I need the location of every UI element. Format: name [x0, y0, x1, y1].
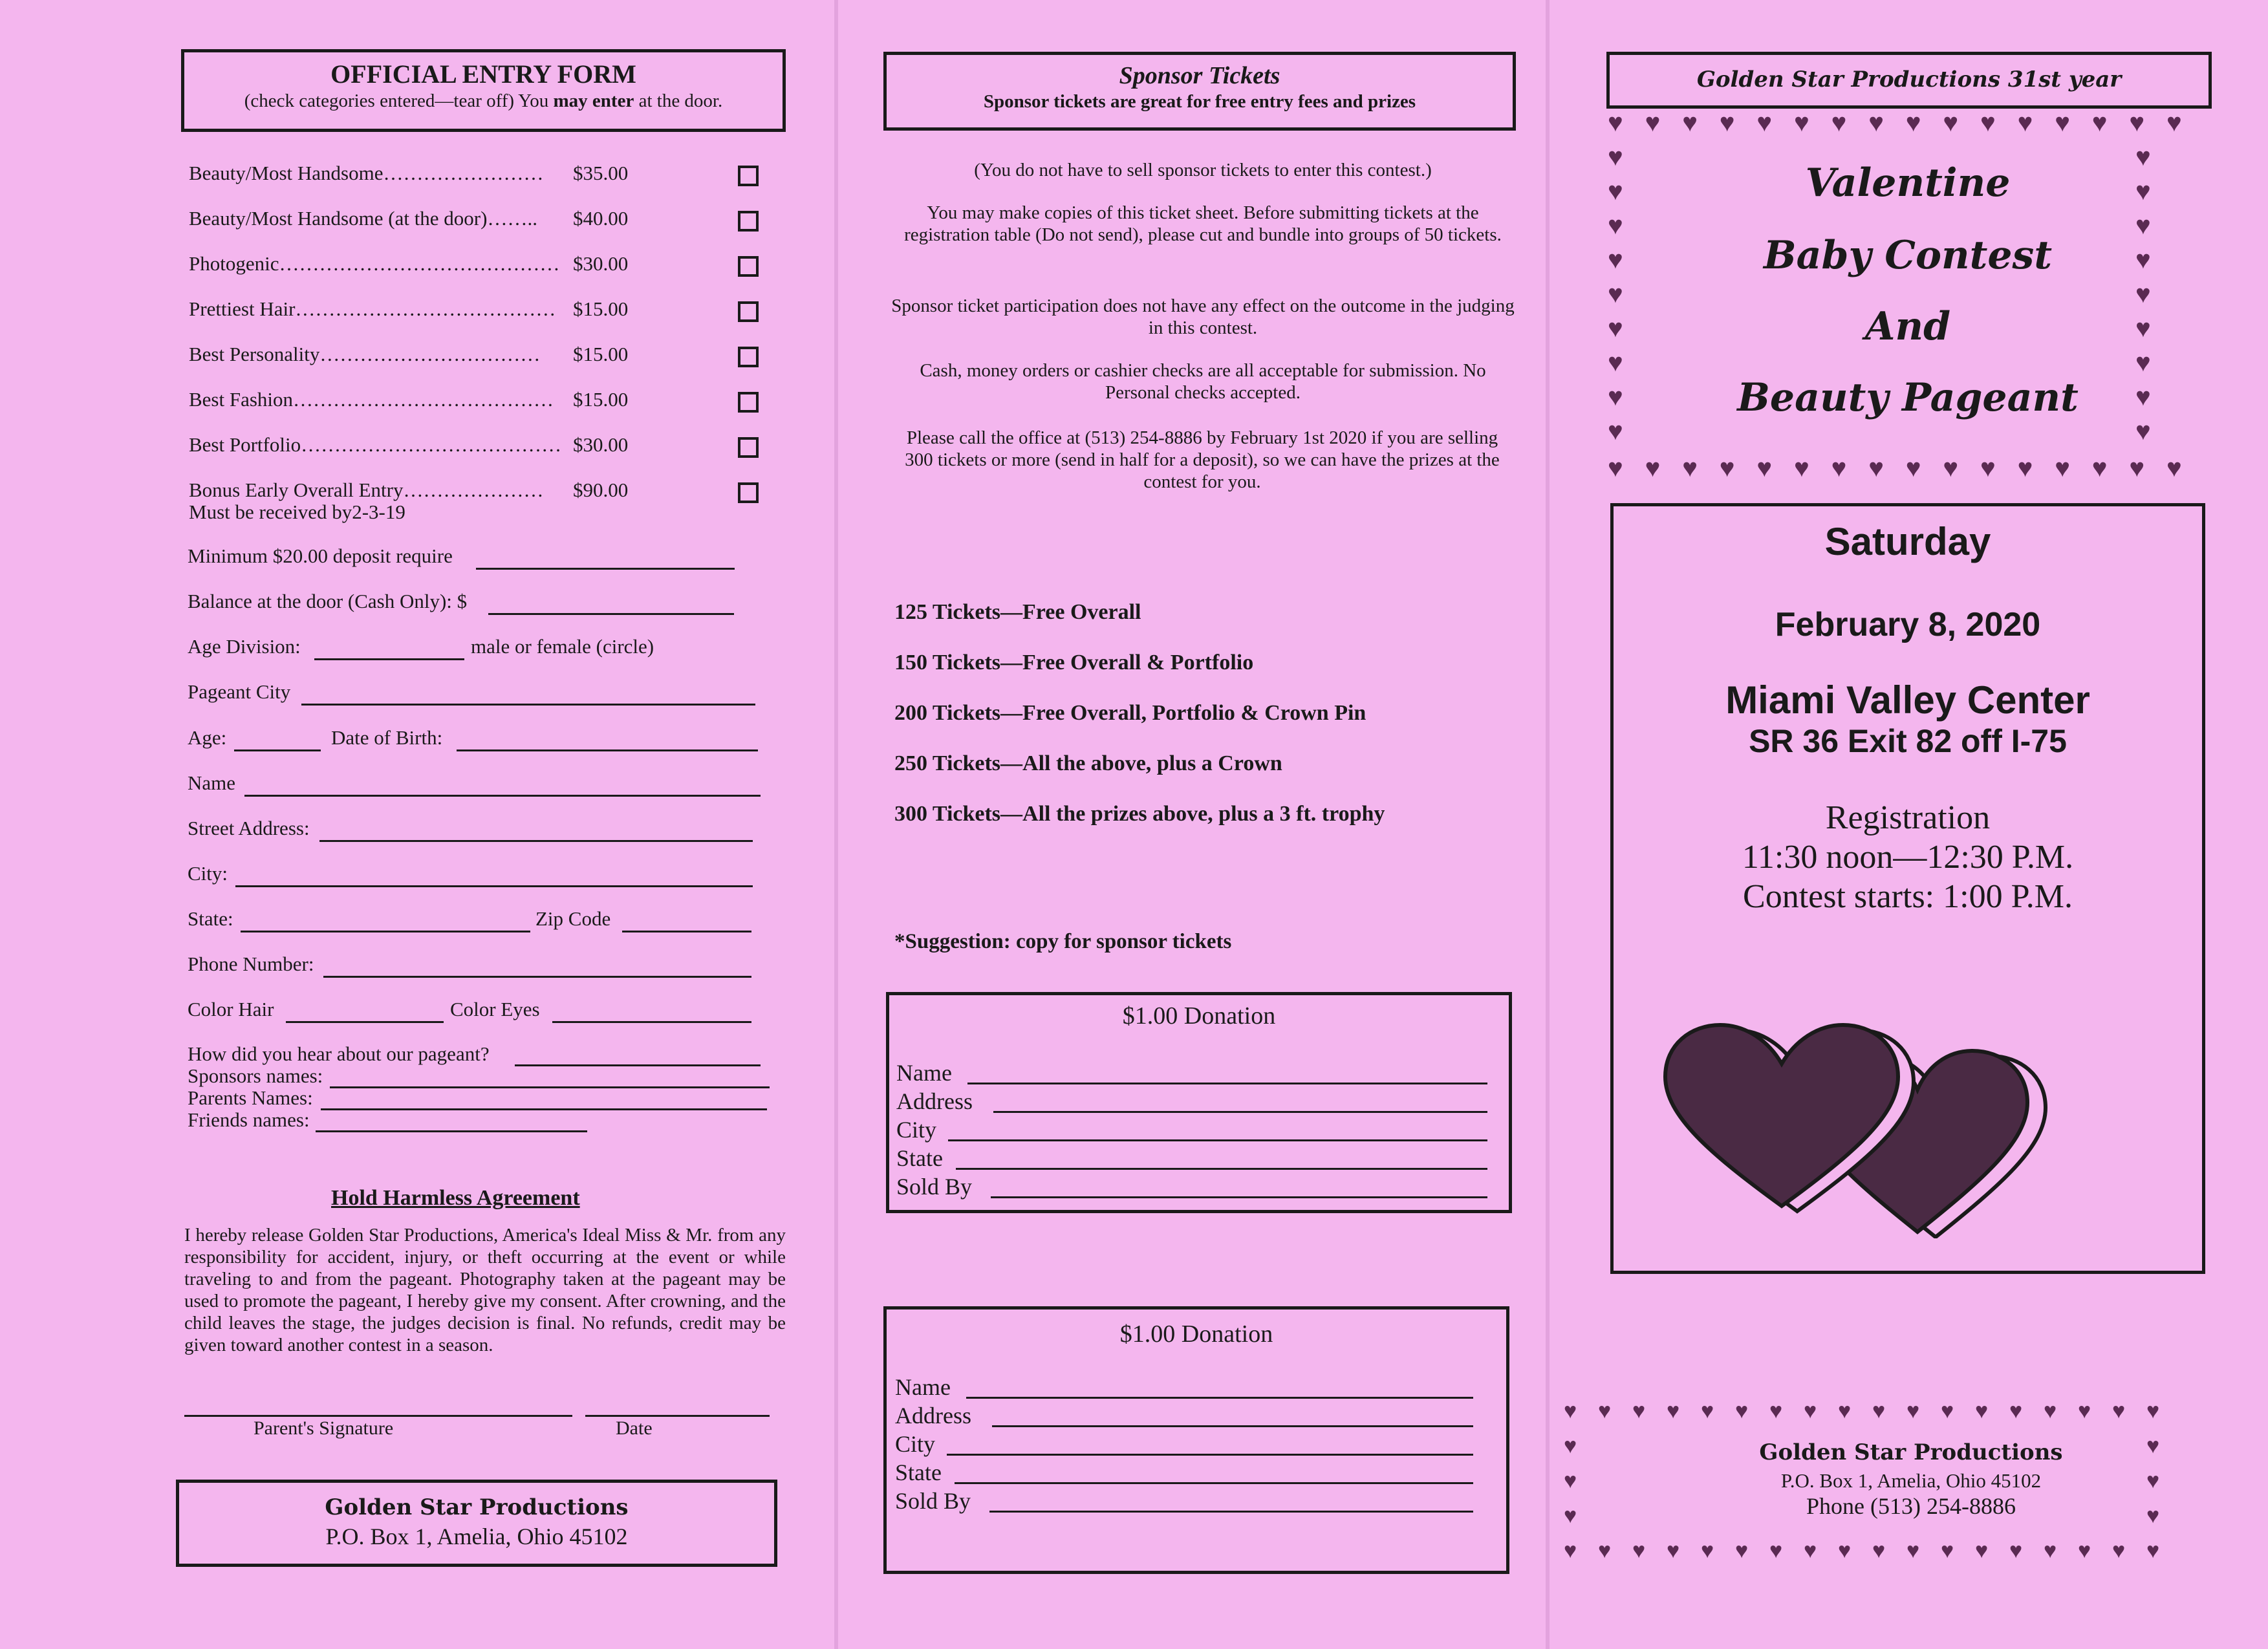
category-row — [189, 388, 629, 411]
heart-icon: ♥ — [2146, 1469, 2160, 1493]
entry-form-footer-box — [176, 1480, 777, 1567]
donation-field-label: Address — [895, 1403, 971, 1428]
heart-icon: ♥ — [1608, 142, 1623, 171]
sponsor-paragraph-2: You may make copies of this ticket sheet. Before submitting tickets at the registration table (Do not send), please cut and bundle into groups of 50 tickets. — [904, 202, 1502, 245]
heart-icon: ♥ — [1608, 177, 1623, 206]
ticket-tier: 250 Tickets—All the above, plus a Crown — [894, 751, 1282, 775]
fold-line-right — [1546, 0, 1550, 1649]
heart-icon: ♥ — [1719, 453, 1735, 482]
balance-label: Balance at the door (Cash Only): $ — [188, 590, 468, 612]
category-checkbox[interactable] — [738, 437, 759, 458]
heart-icon: ♥ — [1608, 348, 1623, 377]
heart-icon: ♥ — [1868, 453, 1884, 482]
heart-icon: ♥ — [1941, 1539, 1954, 1563]
heart-icon: ♥ — [1608, 108, 1623, 137]
cover-title-line-2: Baby Contest — [1763, 233, 2053, 278]
heart-icon: ♥ — [1667, 1539, 1680, 1563]
color-hair-label: Color Hair — [188, 998, 274, 1020]
event-day: Saturday — [1824, 520, 1991, 563]
category-checkbox[interactable] — [738, 482, 759, 503]
category-price: $15.00 — [573, 388, 629, 411]
sponsor-title: Sponsor Tickets — [1119, 62, 1280, 89]
heart-icon: ♥ — [2044, 1399, 2057, 1423]
sponsor-suggestion: *Suggestion: copy for sponsor tickets — [894, 930, 1232, 953]
zip-label: Zip Code — [535, 907, 611, 930]
category-label: Best Fashion………………………………… — [189, 388, 554, 411]
sponsor-paragraph-5: Please call the office at (513) 254-8886 by February 1st 2020 if you are selling 300 tickets or more (send in half for a deposit), so we can have the prizes at the contest for you. — [905, 427, 1500, 492]
heart-icon: ♥ — [1608, 211, 1623, 240]
heart-icon: ♥ — [1905, 453, 1921, 482]
category-row — [189, 252, 629, 275]
heart-icon: ♥ — [1872, 1539, 1886, 1563]
parent-signature-line[interactable] — [184, 1415, 572, 1417]
heart-icon: ♥ — [1682, 453, 1698, 482]
heart-icon: ♥ — [1794, 108, 1809, 137]
donation-ticket-2 — [883, 1306, 1509, 1574]
category-checkbox[interactable] — [738, 347, 759, 367]
heart-icon: ♥ — [1667, 1399, 1680, 1423]
pageant-city-label: Pageant City — [188, 680, 291, 703]
color-eyes-label: Color Eyes — [450, 998, 540, 1020]
ticket-tier: 300 Tickets—All the prizes above, plus a 3 ft. trophy — [894, 802, 1385, 826]
registration-time: 11:30 noon—12:30 P.M. — [1742, 839, 2074, 876]
date-line[interactable] — [585, 1415, 770, 1417]
entry-form-subtitle: (check categories entered—tear off) You may enter at the door. — [244, 91, 723, 111]
heart-icon: ♥ — [2146, 1539, 2160, 1563]
sponsor-paragraph-4: Cash, money orders or cashier checks are all acceptable for submission. No Personal checks accepted. — [920, 360, 1486, 403]
heart-icon: ♥ — [2146, 1434, 2160, 1458]
heart-icon: ♥ — [2146, 1504, 2160, 1528]
phone-label: Phone Number: — [188, 953, 314, 975]
heart-icon: ♥ — [2112, 1399, 2126, 1423]
donation-title: $1.00 Donation — [1122, 1002, 1276, 1029]
heart-icon: ♥ — [2112, 1539, 2126, 1563]
event-directions: SR 36 Exit 82 off I-75 — [1749, 723, 2067, 759]
heart-icon: ♥ — [1719, 108, 1735, 137]
category-label: Photogenic…………………………………… — [189, 252, 560, 275]
heart-icon: ♥ — [1941, 1399, 1954, 1423]
heart-icon: ♥ — [2078, 1539, 2091, 1563]
heart-icon: ♥ — [2135, 279, 2151, 308]
donation-field-input-line[interactable] — [955, 1482, 1473, 1484]
event-venue: Miami Valley Center — [1725, 678, 2090, 722]
donation-field-label: City — [895, 1431, 936, 1457]
hold-harmless-title: Hold Harmless Agreement — [331, 1186, 580, 1210]
donation-field-input-line[interactable] — [991, 1196, 1487, 1198]
cover-title-line-1: Valentine — [1805, 160, 2011, 206]
friends-input-line[interactable] — [316, 1130, 587, 1132]
category-price: $30.00 — [573, 433, 629, 456]
heart-icon: ♥ — [1632, 1399, 1646, 1423]
parent-signature-label: Parent's Signature — [254, 1417, 394, 1439]
heart-icon: ♥ — [1632, 1539, 1646, 1563]
heart-icon: ♥ — [1701, 1399, 1714, 1423]
donation-field-label: Name — [896, 1060, 952, 1086]
heart-icon: ♥ — [1564, 1434, 1577, 1458]
heart-icon: ♥ — [1756, 453, 1773, 482]
balance-input-line[interactable] — [488, 613, 734, 615]
age-label: Age: — [188, 726, 227, 749]
category-label: Beauty/Most Handsome…………………… — [189, 162, 544, 184]
heart-icon: ♥ — [1804, 1539, 1817, 1563]
event-date: February 8, 2020 — [1775, 606, 2041, 643]
heart-icon: ♥ — [1564, 1539, 1577, 1563]
category-price: $40.00 — [573, 207, 629, 230]
category-row — [189, 343, 629, 366]
hear-label: How did you hear about our pageant? — [188, 1042, 490, 1065]
category-price: $15.00 — [573, 297, 629, 320]
heart-icon: ♥ — [1980, 108, 1996, 137]
heart-icon: ♥ — [1872, 1399, 1886, 1423]
deposit-input-line[interactable] — [476, 568, 735, 570]
name-label: Name — [188, 771, 236, 794]
heart-icon: ♥ — [2135, 382, 2151, 411]
category-row — [189, 162, 629, 185]
heart-icon: ♥ — [2135, 142, 2151, 171]
age-division-input-line[interactable] — [314, 658, 464, 660]
donation-field-label: Sold By — [896, 1174, 973, 1200]
heart-icon: ♥ — [2135, 348, 2151, 377]
heart-icon: ♥ — [1701, 1539, 1714, 1563]
color-hair-input-line[interactable] — [286, 1021, 444, 1023]
heart-icon: ♥ — [2129, 453, 2145, 482]
category-label: Prettiest Hair………………………………… — [189, 297, 556, 320]
heart-icon: ♥ — [1906, 1399, 1920, 1423]
sponsors-input-line[interactable] — [330, 1086, 770, 1088]
donation-ticket-1 — [886, 992, 1512, 1213]
state-label: State: — [188, 907, 233, 930]
event-info-box — [1610, 503, 2205, 1274]
city-input-line[interactable] — [235, 885, 753, 887]
footer-company-right: Golden Star Productions — [1759, 1439, 2063, 1465]
category-checkbox[interactable] — [738, 392, 759, 413]
cover-title-line-4: Beauty Pageant — [1737, 375, 2079, 420]
date-label: Date — [616, 1417, 653, 1439]
street-label: Street Address: — [188, 817, 310, 839]
donation-field-input-line[interactable] — [989, 1511, 1473, 1513]
heart-icon: ♥ — [1804, 1399, 1817, 1423]
dob-input-line[interactable] — [457, 749, 758, 751]
sponsor-header-box — [883, 52, 1516, 131]
donation-field-label: State — [896, 1145, 943, 1171]
ticket-tier: 125 Tickets—Free Overall — [894, 600, 1141, 624]
heart-icon: ♥ — [2017, 453, 2033, 482]
heart-icon: ♥ — [2091, 453, 2108, 482]
heart-icon: ♥ — [1831, 453, 1847, 482]
double-heart-illustration — [1639, 1018, 2131, 1238]
category-checkbox[interactable] — [738, 256, 759, 277]
dob-label: Date of Birth: — [331, 726, 443, 749]
street-input-line[interactable] — [319, 840, 753, 842]
donation-field-label: City — [896, 1117, 937, 1143]
age-division-label: Age Division: — [188, 635, 301, 658]
heart-icon: ♥ — [1769, 1399, 1783, 1423]
hear-input-line[interactable] — [515, 1064, 761, 1066]
category-label: Best Personality…………………………… — [189, 343, 541, 365]
heart-icon: ♥ — [2135, 245, 2151, 274]
sponsor-paragraph-3: Sponsor ticket participation does not have any effect on the outcome in the judging in this contest. — [891, 296, 1515, 338]
heart-icon: ♥ — [1975, 1399, 1989, 1423]
donation-field-label: State — [895, 1460, 942, 1485]
category-price: $30.00 — [573, 252, 629, 275]
male-female-label: male or female (circle) — [471, 635, 654, 658]
donation-field-input-line[interactable] — [992, 1425, 1473, 1427]
heart-icon: ♥ — [1645, 108, 1661, 137]
heart-icon: ♥ — [1905, 108, 1921, 137]
heart-icon: ♥ — [2017, 108, 2033, 137]
heart-icon: ♥ — [1608, 245, 1623, 274]
heart-icon: ♥ — [2129, 108, 2145, 137]
category-row — [189, 207, 629, 230]
category-price: $90.00 — [573, 479, 629, 501]
category-label: Best Portfolio………………………………… — [189, 433, 562, 456]
heart-icon: ♥ — [2135, 314, 2151, 343]
heart-icon: ♥ — [2091, 108, 2108, 137]
heart-icon: ♥ — [1564, 1504, 1577, 1528]
heart-icon: ♥ — [1564, 1399, 1577, 1423]
donation-field-input-line[interactable] — [967, 1083, 1487, 1084]
category-price: $35.00 — [573, 162, 629, 184]
footer-phone-right: Phone (513) 254-8886 — [1806, 1493, 2016, 1519]
heart-icon: ♥ — [1564, 1469, 1577, 1493]
heart-icon: ♥ — [1598, 1539, 1612, 1563]
category-label: Bonus Early Overall Entry………………… — [189, 479, 544, 501]
category-label: Beauty/Most Handsome (at the door)…….. — [189, 207, 537, 230]
bonus-note: Must be received by2-3-19 — [189, 501, 405, 523]
heart-icon: ♥ — [2135, 416, 2151, 446]
heart-icon: ♥ — [1645, 453, 1661, 482]
deposit-label: Minimum $20.00 deposit require — [188, 544, 453, 567]
name-input-line[interactable] — [244, 795, 761, 797]
category-price: $15.00 — [573, 343, 629, 365]
heart-icon: ♥ — [2146, 1399, 2160, 1423]
heart-icon: ♥ — [1756, 108, 1773, 137]
registration-label: Registration — [1825, 799, 1991, 836]
footer-address-right: P.O. Box 1, Amelia, Ohio 45102 — [1780, 1469, 2042, 1492]
heart-icon: ♥ — [1975, 1539, 1989, 1563]
category-row — [189, 479, 629, 502]
age-input-line[interactable] — [234, 749, 321, 751]
city-label: City: — [188, 862, 228, 885]
state-input-line[interactable] — [241, 931, 530, 932]
heart-icon: ♥ — [1943, 108, 1959, 137]
hold-harmless-text: I hereby release Golden Star Productions, America's Ideal Miss & Mr. from any responsibility for accident, injury, or theft occurring at the event or while traveling to and from the pageant. Photography taken at the pageant may be used to promote the pageant, I hereby give my consent. After crowning, and the child leaves the stage, the judges decision is final. No refunds, credit may be given toward another contest in a season. — [184, 1225, 786, 1355]
category-row — [189, 297, 629, 321]
sponsor-paragraph-1: (You do not have to sell sponsor tickets to enter this contest.) — [974, 160, 1432, 180]
donation-field-input-line[interactable] — [966, 1397, 1473, 1399]
donation-field-label: Address — [896, 1088, 973, 1114]
donation-field-input-line[interactable] — [947, 1454, 1473, 1456]
donation-field-label: Name — [895, 1374, 951, 1400]
heart-icon: ♥ — [2166, 108, 2182, 137]
donation-field-input-line[interactable] — [993, 1111, 1487, 1113]
heart-icon: ♥ — [1838, 1539, 1852, 1563]
donation-field-input-line[interactable] — [948, 1139, 1487, 1141]
heart-icon: ♥ — [1608, 453, 1623, 482]
heart-icon: ♥ — [1831, 108, 1847, 137]
heart-icon: ♥ — [1906, 1539, 1920, 1563]
contest-start: Contest starts: 1:00 P.M. — [1743, 878, 2073, 915]
donation-field-label: Sold By — [895, 1488, 971, 1514]
phone-input-line[interactable] — [323, 976, 751, 978]
pageant-city-input-line[interactable] — [301, 704, 755, 706]
heart-icon: ♥ — [2135, 177, 2151, 206]
heart-icon: ♥ — [2055, 108, 2070, 137]
parents-label: Parents Names: — [188, 1086, 313, 1109]
heart-icon: ♥ — [1943, 453, 1959, 482]
ticket-tier: 150 Tickets—Free Overall & Portfolio — [894, 651, 1254, 674]
sponsor-subtitle: Sponsor tickets are great for free entry fees and prizes — [983, 91, 1416, 112]
friends-label: Friends names: — [188, 1108, 310, 1131]
category-checkbox[interactable] — [738, 301, 759, 322]
cover-title-line-3: And — [1864, 304, 1951, 349]
donation-field-input-line[interactable] — [956, 1168, 1487, 1170]
heart-icon: ♥ — [2055, 453, 2070, 482]
heart-icon: ♥ — [2009, 1539, 2023, 1563]
footer-company-left: Golden Star Productions — [325, 1494, 629, 1520]
donation-title: $1.00 Donation — [1119, 1320, 1273, 1348]
heart-icon: ♥ — [2135, 211, 2151, 240]
fold-line-left — [834, 0, 838, 1649]
heart-icon: ♥ — [1608, 416, 1623, 446]
heart-icon: ♥ — [1735, 1539, 1749, 1563]
category-checkbox[interactable] — [738, 211, 759, 232]
entry-form-header-box — [181, 49, 786, 132]
heart-icon: ♥ — [1608, 382, 1623, 411]
heart-icon: ♥ — [1769, 1539, 1783, 1563]
entry-form-title: OFFICIAL ENTRY FORM — [330, 59, 636, 89]
heart-icon: ♥ — [2044, 1539, 2057, 1563]
color-eyes-input-line[interactable] — [552, 1021, 751, 1023]
heart-icon: ♥ — [1794, 453, 1809, 482]
heart-icon: ♥ — [1735, 1399, 1749, 1423]
heart-icon: ♥ — [2078, 1399, 2091, 1423]
ticket-tier: 200 Tickets—Free Overall, Portfolio & Crown Pin — [894, 701, 1366, 725]
cover-banner: Golden Star Productions 31st year — [1696, 67, 2122, 92]
parents-input-line[interactable] — [321, 1108, 767, 1110]
sponsors-label: Sponsors names: — [188, 1064, 323, 1087]
footer-address-left: P.O. Box 1, Amelia, Ohio 45102 — [325, 1524, 628, 1549]
heart-icon: ♥ — [1608, 279, 1623, 308]
heart-icon: ♥ — [1838, 1399, 1852, 1423]
cover-banner-box — [1606, 52, 2212, 109]
heart-icon: ♥ — [1608, 314, 1623, 343]
heart-icon: ♥ — [1980, 453, 1996, 482]
zip-input-line[interactable] — [622, 931, 751, 932]
heart-icon: ♥ — [2009, 1399, 2023, 1423]
heart-icon: ♥ — [1868, 108, 1884, 137]
heart-icon: ♥ — [1682, 108, 1698, 137]
heart-icon: ♥ — [2166, 453, 2182, 482]
heart-icon: ♥ — [1598, 1399, 1612, 1423]
category-checkbox[interactable] — [738, 166, 759, 186]
category-row — [189, 433, 629, 457]
